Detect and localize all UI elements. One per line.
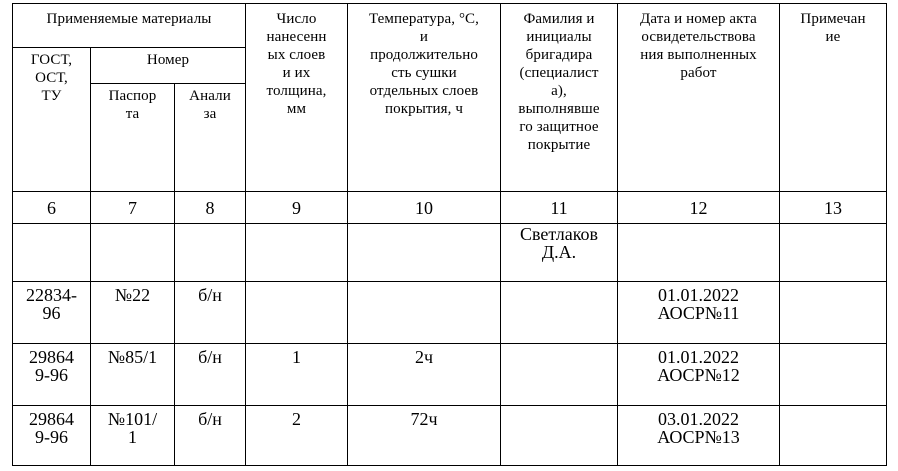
cell-line: отдельных слоев bbox=[369, 83, 479, 99]
cell-line: го защитное bbox=[519, 119, 599, 135]
cell-analysis bbox=[175, 344, 246, 406]
cell-gost bbox=[13, 406, 91, 466]
cell-line: ГОСТ, bbox=[30, 52, 73, 68]
header-materials-text: Применяемые материалы bbox=[46, 11, 212, 27]
cell-line: 9-96 bbox=[35, 365, 68, 385]
cell-analysis bbox=[175, 406, 246, 466]
cell-temperature bbox=[348, 224, 501, 282]
cell-line: ния выполненных bbox=[640, 47, 757, 63]
cell-line: 22834- bbox=[26, 285, 77, 305]
cell-line: за bbox=[203, 106, 217, 122]
cell-line: №85/1 bbox=[107, 347, 158, 367]
cell-line: ОСТ, bbox=[35, 70, 68, 86]
header-foreman bbox=[501, 4, 618, 192]
cell-line: Примечан bbox=[800, 11, 866, 27]
cell-gost bbox=[13, 224, 91, 282]
column-number: 10 bbox=[348, 192, 501, 224]
cell-line: Паспор bbox=[108, 88, 157, 104]
cell-line: 1 bbox=[292, 347, 301, 367]
cell-layers bbox=[246, 224, 348, 282]
cell-line: ТУ bbox=[41, 88, 62, 104]
table-row bbox=[13, 282, 887, 344]
cell-line: (специалист bbox=[519, 65, 599, 81]
cell-line: Число bbox=[276, 11, 317, 27]
cell-line: 2 bbox=[292, 409, 301, 429]
cell-passport bbox=[91, 282, 175, 344]
cell-line: мм bbox=[286, 101, 307, 117]
column-number: 12 bbox=[618, 192, 780, 224]
cell-act bbox=[618, 406, 780, 466]
column-number: 11 bbox=[501, 192, 618, 224]
cell-line: 1 bbox=[128, 427, 137, 447]
cell-analysis bbox=[175, 224, 246, 282]
cell-passport bbox=[91, 406, 175, 466]
cell-line: инициалы bbox=[526, 29, 592, 45]
cell-layers bbox=[246, 406, 348, 466]
cell-temperature bbox=[348, 344, 501, 406]
cell-note bbox=[780, 224, 887, 282]
cell-line: б/н bbox=[198, 409, 222, 429]
cell-gost bbox=[13, 344, 91, 406]
cell-line: ых слоев bbox=[267, 47, 326, 63]
cell-line: АОСР№12 bbox=[657, 365, 740, 385]
cell-line: АОСР№11 bbox=[657, 303, 740, 323]
table-row bbox=[13, 224, 887, 282]
cell-line: Температура, °С, bbox=[368, 11, 480, 27]
cell-line: покрытия, ч bbox=[384, 101, 464, 117]
cell-line: 9-96 bbox=[35, 427, 68, 447]
cell-line: продолжительно bbox=[370, 47, 478, 63]
column-numbers-row bbox=[13, 192, 887, 224]
cell-line: Светлаков bbox=[519, 224, 599, 244]
cell-line: покрытие bbox=[527, 137, 591, 153]
cell-line: нанесенн bbox=[266, 29, 327, 45]
cell-line: выполнявше bbox=[518, 101, 600, 117]
cell-line: б/н bbox=[198, 285, 222, 305]
cell-line: Анали bbox=[189, 88, 231, 104]
table-row bbox=[13, 344, 887, 406]
header-passport bbox=[91, 84, 175, 192]
cell-line: бригадира bbox=[525, 47, 593, 63]
cell-temperature bbox=[348, 282, 501, 344]
cell-line: и bbox=[419, 29, 429, 45]
cell-passport bbox=[91, 344, 175, 406]
header-materials bbox=[13, 4, 246, 48]
cell-line: б/н bbox=[198, 347, 222, 367]
cell-act bbox=[618, 282, 780, 344]
cell-act bbox=[618, 344, 780, 406]
column-number: 13 bbox=[780, 192, 887, 224]
cell-act bbox=[618, 224, 780, 282]
cell-passport bbox=[91, 224, 175, 282]
header-note bbox=[780, 4, 887, 192]
column-number: 9 bbox=[246, 192, 348, 224]
header-temperature bbox=[348, 4, 501, 192]
cell-layers bbox=[246, 282, 348, 344]
header-gost bbox=[13, 48, 91, 192]
cell-line: Фамилия и bbox=[523, 11, 595, 27]
cell-line: освидетельствова bbox=[641, 29, 756, 45]
cell-line: сть сушки bbox=[391, 65, 457, 81]
cell-foreman bbox=[501, 282, 618, 344]
header-analysis bbox=[175, 84, 246, 192]
cell-note bbox=[780, 282, 887, 344]
cell-layers bbox=[246, 344, 348, 406]
cell-line: та bbox=[125, 106, 140, 122]
cell-line: толщина, bbox=[266, 83, 327, 99]
column-number: 8 bbox=[175, 192, 246, 224]
cell-line: 96 bbox=[42, 303, 61, 323]
cell-line: 29864 bbox=[29, 347, 74, 367]
cell-line: №101/ bbox=[107, 409, 158, 429]
cell-analysis bbox=[175, 282, 246, 344]
cell-line: Д.А. bbox=[541, 242, 577, 262]
header-number-text: Номер bbox=[146, 52, 190, 68]
cell-line: 01.01.2022 bbox=[658, 347, 739, 367]
cell-foreman bbox=[501, 224, 618, 282]
cell-line: 03.01.2022 bbox=[658, 409, 739, 429]
cell-line: 29864 bbox=[29, 409, 74, 429]
cell-line: 72ч bbox=[410, 409, 438, 429]
cell-line: ие bbox=[825, 29, 841, 45]
cell-line: АОСР№13 bbox=[657, 427, 740, 447]
cell-line: 2ч bbox=[414, 347, 434, 367]
cell-line: и их bbox=[282, 65, 311, 81]
cell-foreman bbox=[501, 344, 618, 406]
cell-note bbox=[780, 344, 887, 406]
header-number bbox=[91, 48, 246, 84]
cell-line: 01.01.2022 bbox=[658, 285, 739, 305]
cell-gost bbox=[13, 282, 91, 344]
materials-table bbox=[12, 3, 887, 466]
column-number: 6 bbox=[13, 192, 91, 224]
cell-line: №22 bbox=[114, 285, 151, 305]
column-number: 7 bbox=[91, 192, 175, 224]
cell-temperature bbox=[348, 406, 501, 466]
table-row bbox=[13, 406, 887, 466]
header-layers bbox=[246, 4, 348, 192]
header-act bbox=[618, 4, 780, 192]
cell-line: Дата и номер акта bbox=[640, 11, 757, 27]
cell-line: а), bbox=[551, 83, 567, 99]
cell-note bbox=[780, 406, 887, 466]
cell-line: работ bbox=[680, 65, 717, 81]
cell-foreman bbox=[501, 406, 618, 466]
